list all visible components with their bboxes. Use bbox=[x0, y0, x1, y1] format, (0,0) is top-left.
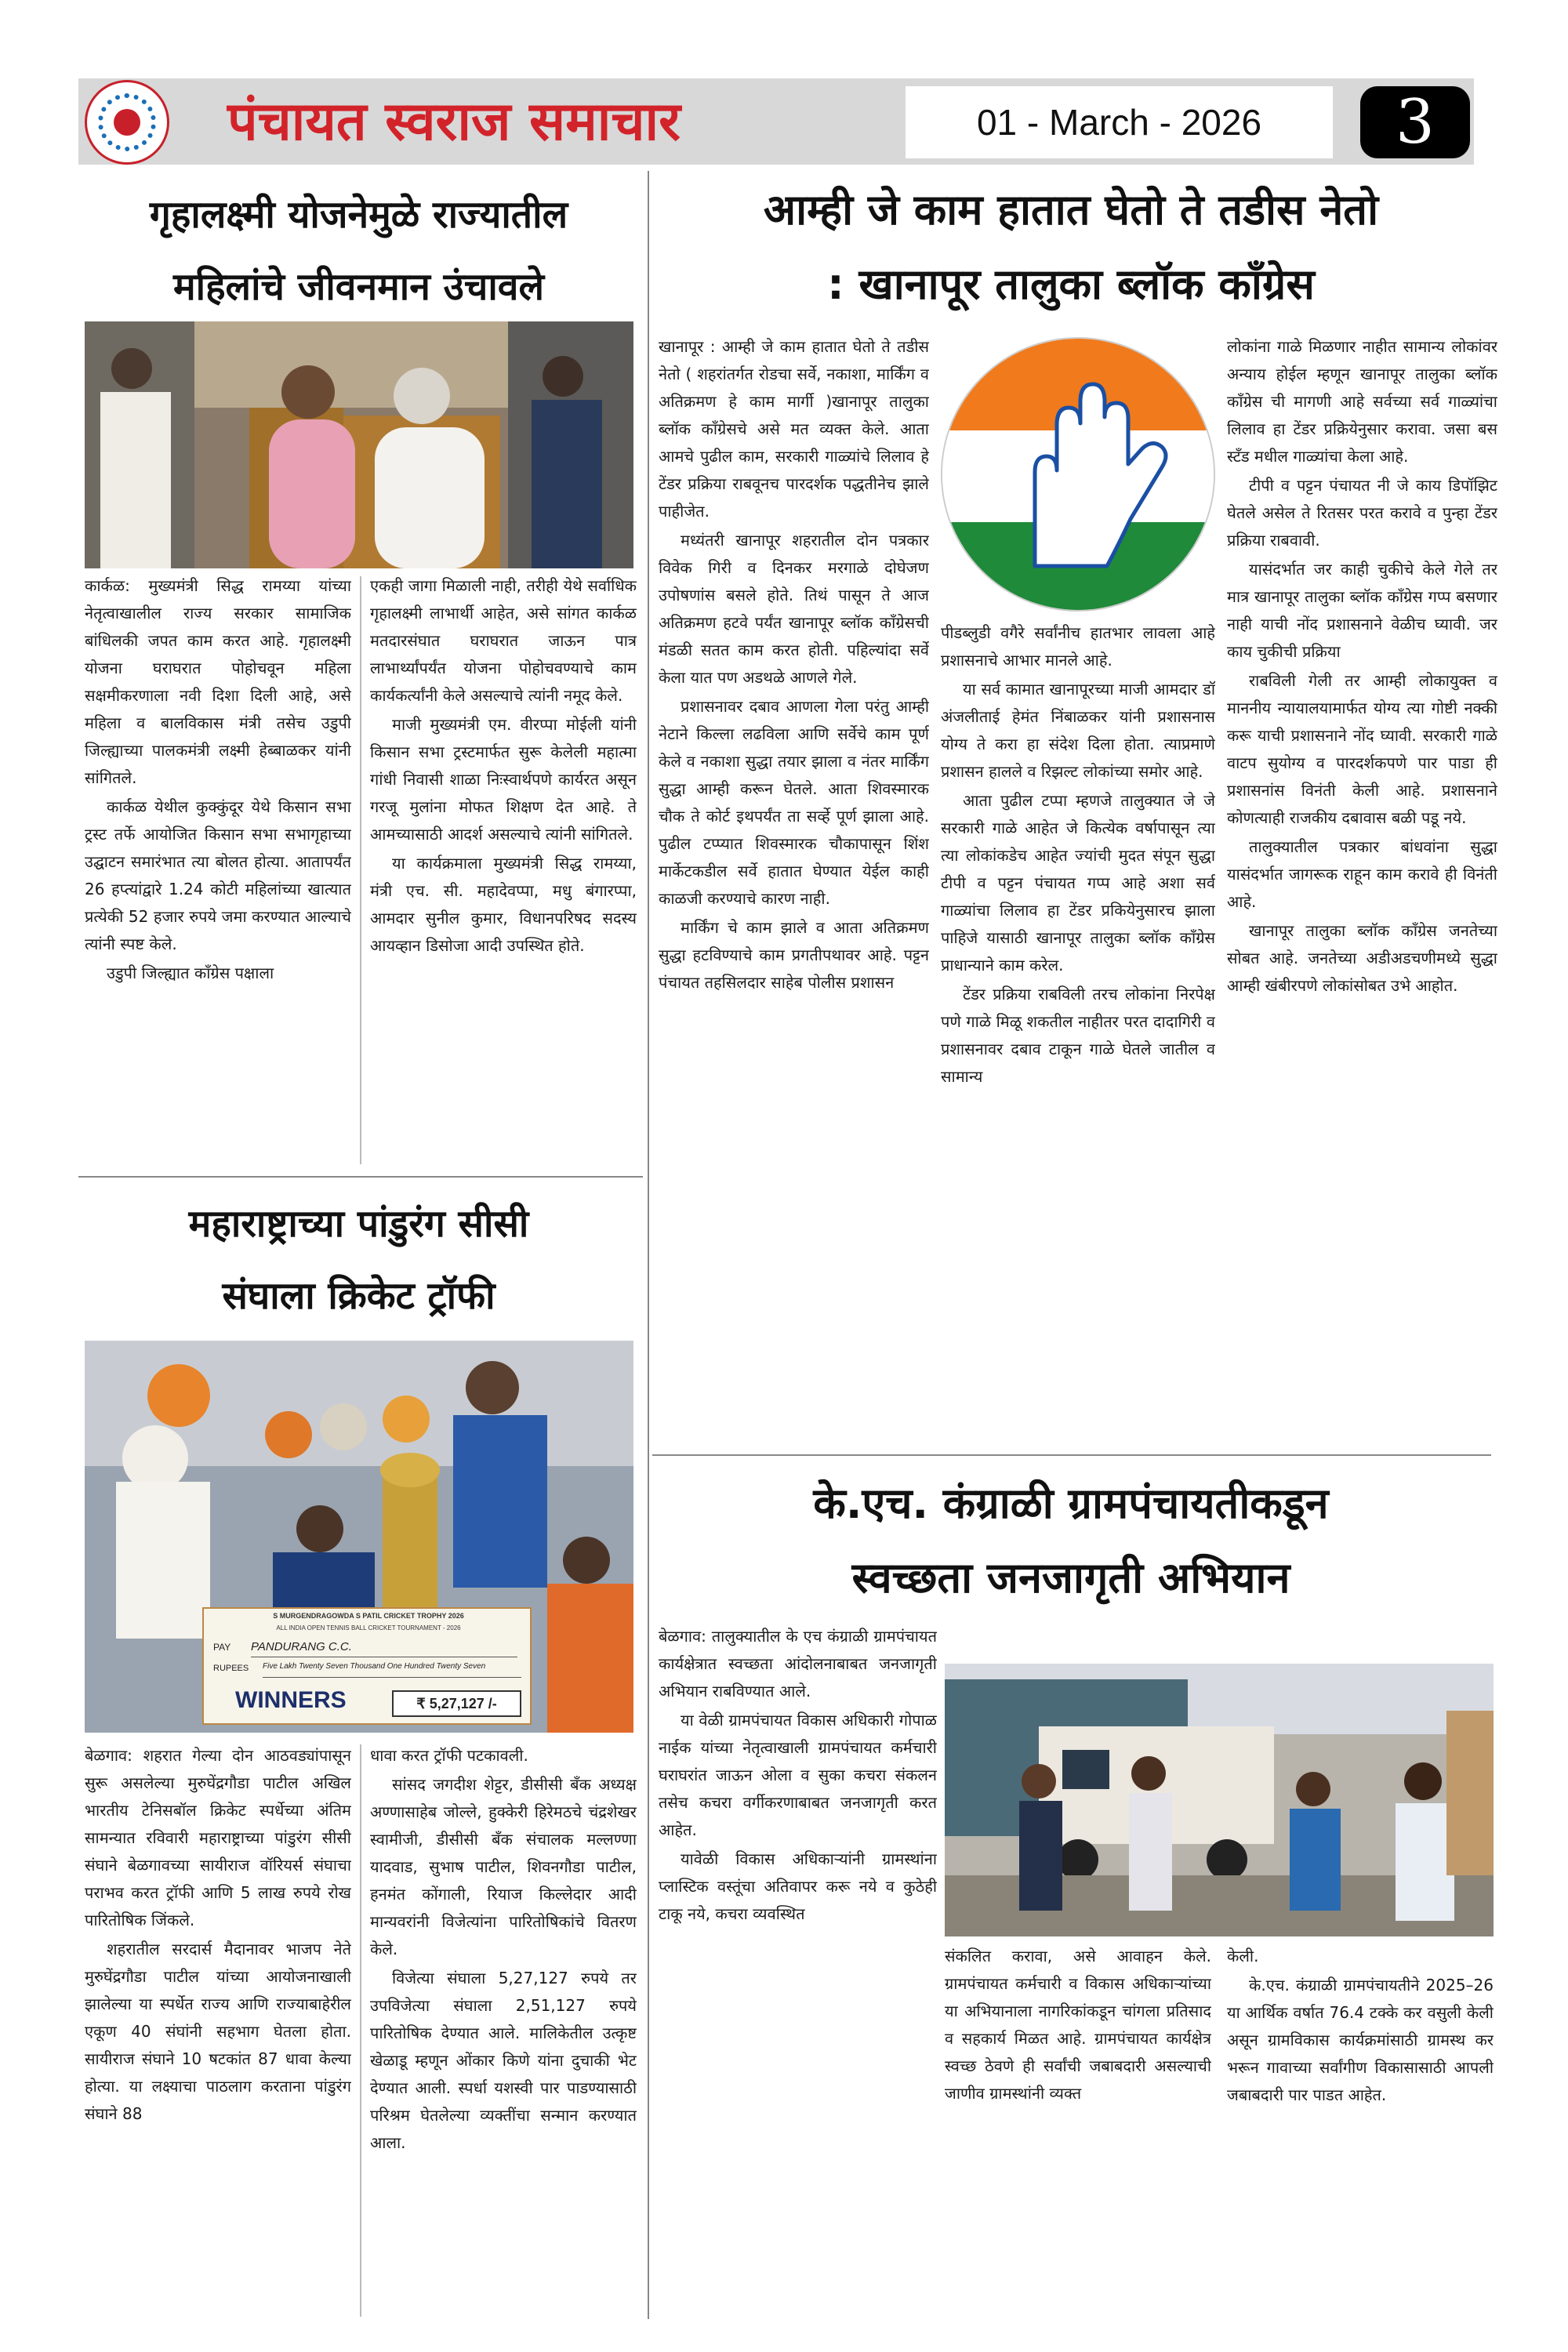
article2-col1-para3: प्रशासनावर दबाव आणला गेला परंतु आम्ही नेटाने किल्ला लढविला आणि सर्वेचे काम पूर्ण केले व नकाशा सुद्धा तयार झाला व नंतर मार्किंग सुद्धा आम्ही करून घेतले. आता शिवस्मारक चौक ते कोर्ट इथपर्यंत ता सर्व्हे पूर्ण झाला आहे. पुढील टप्प्यात शिवस्मारक चौकापासून शिंश मार्केटकडील सर्वे हातात घेण्यात येईल काही काळजी करण्याचे कारण नाही. bbox=[659, 697, 929, 908]
cheque-pay-label: PAY bbox=[213, 1642, 231, 1653]
article2-headline bbox=[655, 172, 1486, 325]
article3-col2-para1: धावा करत ट्रॉफी पटकावली. bbox=[370, 1746, 528, 1765]
article2-column-1 bbox=[659, 333, 929, 1431]
article2-col2-para4: टेंडर प्रक्रिया राबविली तरच लोकांना निरपेक्ष पणे गाळे मिळू शकतील नाहीतर परत दादागिरी व प्रशासनावर दबाव टाकून गाळे घेतले जातील व सामान्य bbox=[941, 985, 1215, 1086]
article2-col3-para1: लोकांना गाळे मिळणार नाहीत सामान्य लोकांवर अन्याय होईल म्हणून खानापूर तालुका ब्लॉक कॉंग्रेस ची मागणी आहे सर्वच्या सर्व गाळ्यांचा लिलाव हा टेंडर प्रक्रियेनुसार करावा. जसा बस स्टँड मधील गाळ्यांचा केला आहे. bbox=[1227, 337, 1497, 466]
article2-col1-para1: खानापूर : आम्ही जे काम हातात घेतो ते तडीस नेतो ( शहरांतर्गत रोडचा सर्वे, नकाशा, मार्किंग व अतिक्रमण हे काम मार्गी )खानापूर तालुका ब्लॉक कॉंग्रेसचे असे मत व्यक्त केले. आता आमचे पुढील काम, सरकारी गाळ्यांचे लिलाव हे टेंडर प्रक्रिया राबवूनच पारदर्शक पद्धतीनेच झाले पाहीजेत. bbox=[659, 337, 929, 521]
article2-col1-para2: मध्यंतरी खानापूर शहरातील दोन पत्रकार विवेक गिरी व दिनकर मरगाळे दोघेजण उपोषणांस बसले होते. तिथं पासून ते आज अतिक्रमण हटवे पर्यंत खानापूर ब्लॉक कॉंग्रेसची मंडळी सतत काम करत होती. पहिल्यांदा सर्वे केला यात पण अडथळे आणले गेले. bbox=[659, 531, 929, 687]
newspaper-title: पंचायत स्वराज समाचार bbox=[227, 90, 681, 153]
article4-column-2 bbox=[945, 1943, 1211, 2323]
article4-headline-line2: स्वच्छता जनजागृती अभियान bbox=[851, 1553, 1290, 1602]
cheque-rupees-label: RUPEES bbox=[213, 1664, 249, 1673]
congress-hand-icon bbox=[942, 339, 1215, 612]
article2-col3-para4: राबविली गेली तर आम्ही लोकायुक्त व माननीय न्यायालयामार्फत योग्य त्या गोष्टी नक्की करू याची प्रशासनाने नोंद घ्यावी. सरकारी गाळे वाटप सुयोग्य व पारदर्शकपणे पार पाडा ही प्रशासनांस विनंती केली आहे. प्रशासनाने कोणत्याही राजकीय दबावास बळी पडू नये. bbox=[1227, 671, 1497, 827]
article1-column-1 bbox=[85, 572, 351, 1168]
article3-photo bbox=[85, 1341, 633, 1733]
article3-column-1 bbox=[85, 1742, 351, 2322]
article1-col1-para2: कार्कळ येथील कुक्कुंदूर येथे किसान सभा ट्रस्ट तर्फे आयोजित किसान सभा सभागृहाच्या उद्घाटन समारंभात त्या बोलत होत्या. आतापर्यंत 26 हप्त्यांद्वारे 1.24 कोटी महिलांच्या खात्यात प्रत्येकी 52 हजार रुपये जमा करण्यात आल्याचे त्यांनी स्पष्ट केले. bbox=[85, 797, 351, 953]
cheque-amount-words: Five Lakh Twenty Seven Thousand One Hundred Twenty Seven bbox=[263, 1662, 521, 1678]
article1-headline bbox=[78, 179, 639, 324]
article4-col2-para1: संकलित करावा, असे आवाहन केले. ग्रामपंचायत कर्मचारी व विकास अधिकाऱ्यांच्या या अभियानाला नागरिकांकडून चांगला प्रतिसाद व सहकार्य मिळत आहे. ग्रामपंचायत कार्यक्षेत्र स्वच्छ ठेवणे ही सर्वांची जबाबदारी असल्याची जाणीव ग्रामस्थांनी व्यक्त bbox=[945, 1947, 1211, 2103]
article2-col3-para2: टीपी व पट्टन पंचायत नी जे काय डिपॉझिट घेतले असेल ते रितसर परत करावे व पुन्हा टेंडर प्रक्रिया राबवावी. bbox=[1227, 476, 1497, 550]
article1-photo bbox=[85, 321, 633, 568]
article2-column-2 bbox=[941, 619, 1215, 1431]
article3-headline-line2: संघाला क्रिकेट ट्रॉफी bbox=[222, 1274, 495, 1318]
article4-photo bbox=[945, 1664, 1494, 1936]
article2-col3-para5: तालुक्यातील पत्रकार बांधवांना सुद्धा यासंदर्भात जागरूक राहून काम करावे ही विनंती आहे. bbox=[1227, 837, 1497, 911]
cheque-winners: WINNERS bbox=[235, 1687, 347, 1713]
article4-headline bbox=[655, 1466, 1486, 1615]
article3-column-2 bbox=[370, 1742, 637, 2322]
article1-headline-line1: गृहालक्ष्मी योजनेमुळे राज्यातील bbox=[149, 193, 568, 237]
article1-column-rule bbox=[360, 576, 361, 1164]
column-divider bbox=[648, 171, 649, 2319]
article4-col1-para3: यावेळी विकास अधिकाऱ्यांनी ग्रामस्थांना प्लास्टिक वस्तूंचा अतिवापर करू नये व कुठेही टाकू नये, कचरा व्यवस्थित bbox=[659, 1849, 937, 1923]
article4-col1-para1: बेळगाव: तालुक्यातील के एच कंग्राळी ग्रामपंचायत कार्यक्षेत्रात स्वच्छता आंदोलनाबाबत जनजागृती अभियान राबविण्यात आले. bbox=[659, 1627, 937, 1700]
article2-col2-para2: या सर्व कामात खानापूरच्या माजी आमदार डॉ अंजलीताई हेमंत निंबाळकर यांनी प्रशासनास योग्य ते करा हा संदेश दिला होता. त्याप्रमाणे प्रशासन हालले व रिझल्ट लोकांच्या समोर आहे. bbox=[941, 680, 1215, 781]
logo-core-icon bbox=[114, 109, 140, 136]
article3-col1-para2: शहरातील सरदार्स मैदानावर भाजप नेते मुरुघेंद्रगौडा पाटील यांच्या आयोजनाखाली झालेल्या या स्पर्धेत राज्य आणि राज्याबाहेरील एकूण 40 संघांनी सहभाग घेतला होता. सायीराज संघाने 10 षटकांत 87 धावा केल्या होत्या. या लक्ष्याचा पाठलाग करताना पांडुरंग संघाने 88 bbox=[85, 1940, 351, 2123]
article1-headline-line2: महिलांचे जीवनमान उंचावले bbox=[172, 265, 545, 309]
congress-party-logo bbox=[941, 337, 1215, 612]
article3-col2-para2: सांसद जगदीश शेट्टर, डीसीसी बँक अध्यक्ष अण्णासाहेब जोल्ले, हुक्केरी हिरेमठचे चंद्रशेखर स्वामीजी, डीसीसी बँक संचालक मल्लण्णा यादवाड, सुभाष पाटील, शिवनगौडा पाटील, हनमंत कोंगाली, रियाज किल्लेदार आदी मान्यवरांनी विजेत्यांना पारितोषिकांचे वितरण केले. bbox=[370, 1775, 637, 1958]
article4-col3-para2: के.एच. कंग्राळी ग्रामपंचायतीने 2025–26 या आर्थिक वर्षात 76.4 टक्के कर वसुली केली असून ग्रामविकास कार्यक्रमांसाठी ग्रामस्थ कर भरून गावाच्या सर्वांगीण विकासासाठी आपली जबाबदारी पार पाडत आहेत. bbox=[1227, 1976, 1494, 2104]
page-number: 3 bbox=[1360, 86, 1470, 158]
article3-col1-para1: बेळगाव: शहरात गेल्या दोन आठवड्यांपासून सुरू असलेल्या मुरुघेंद्रगौडा पाटील अखिल भारतीय टेनिसबॉल क्रिकेट स्पर्धेच्या अंतिम सामन्यात रविवारी महाराष्ट्राच्या पांडुरंग सीसी संघाने बेळगावच्या सायीराज वॉरियर्स संघाचा पराभव करत ट्रॉफी आणि 5 लाख रुपये रोख पारितोषिक जिंकले. bbox=[85, 1746, 351, 1929]
article2-col3-para6: खानापूर तालुका ब्लॉक कॉंग्रेस जनतेच्या सोबत आहे. जनतेच्या अडीअडचणीमध्ये सुद्धा आम्ही खंबीरपणे लोकांसोबत उभे आहोत. bbox=[1227, 921, 1497, 995]
article2-col2-para3: आता पुढील टप्पा म्हणजे तालुक्यात जे जे सरकारी गाळे आहेत जे कित्येक वर्षापासून त्या त्या लोकांकडेच आहेत ज्यांची मुदत संपून सुद्धा टीपी व पट्टन पंचायत गप्प आहे अशा सर्व गाळ्यांचा लिलाव हा टेंडर प्रकियेनुसारच झाला पाहिजे यासाठी खानापूर तालुका ब्लॉक कॉंग्रेस प्राधान्याने काम करेल. bbox=[941, 791, 1215, 975]
cheque-pay-to: PANDURANG C.C. bbox=[251, 1640, 517, 1657]
article4-col3-para1: केली. bbox=[1227, 1947, 1259, 1965]
article1-col1-para3: उडुपी जिल्ह्यात काँग्रेस पक्षाला bbox=[107, 964, 274, 982]
article1-col2-para3: या कार्यक्रमाला मुख्यमंत्री सिद्ध रामय्या, मंत्री एच. सी. महादेवप्पा, मधु बंगारप्पा, आमदार सुनील कुमार, विधानपरिषद सदस्य आयव्हान डिसोजा आदी उपस्थित होते. bbox=[370, 854, 637, 955]
article2-headline-line2: : खानापूर तालुका ब्लॉक कॉंग्रेस bbox=[827, 260, 1315, 309]
article1-column-2 bbox=[370, 572, 637, 1168]
article4-column-3 bbox=[1227, 1943, 1494, 2323]
article1-photo-svg bbox=[85, 321, 633, 568]
article1-col2-para1: एकही जागा मिळाली नाही, तरीही येथे सर्वाधिक गृहालक्ष्मी लाभार्थी आहेत, असे सांगत कार्कळ मतदारसंघात घराघरात जाऊन पात्र लाभार्थ्यांपर्यंत योजना पोहोचवण्याचे काम कार्यकर्त्यांनी केले असल्याचे त्यांनी नमूद केले. bbox=[370, 576, 637, 705]
article2-column-3 bbox=[1227, 333, 1497, 1431]
article2-col1-para4: मार्किंग चे काम झाले व आता अतिक्रमण सुद्धा हटविण्याचे काम प्रगतीपथावर आहे. पट्टन पंचायत तहसिलदार साहेब पोलीस प्रशासन bbox=[659, 918, 929, 992]
article1-col2-para2: माजी मुख्यमंत्री एम. वीरप्पा मोईली यांनी किसान सभा ट्रस्टमार्फत सुरू केलेली महात्मा गांधी निवासी शाळा निःस्वार्थपणे कार्यरत असून गरजू मुलांना मोफत शिक्षण देत आहे. ते आमच्यासाठी आदर्श असल्याचे त्यांनी सांगितले. bbox=[370, 715, 637, 844]
cheque-amount: ₹ 5,27,127 /- bbox=[392, 1690, 521, 1717]
article2-bottom-rule bbox=[652, 1454, 1491, 1456]
article4-column-1 bbox=[659, 1623, 937, 2321]
article1-bottom-rule bbox=[78, 1176, 643, 1178]
cheque-banner-line2: ALL INDIA OPEN TENNIS BALL CRICKET TOURNAMENT - 2026 bbox=[276, 1624, 461, 1632]
cheque-banner-line1: S MURGENDRAGOWDA S PATIL CRICKET TROPHY 2026 bbox=[273, 1612, 464, 1620]
article2-headline-line1: आम्ही जे काम हातात घेतो ते तडीस नेतो bbox=[763, 185, 1379, 234]
prize-cheque bbox=[202, 1607, 532, 1725]
article4-photo-svg bbox=[945, 1664, 1494, 1936]
article3-col2-para3: विजेत्या संघाला 5,27,127 रुपये तर उपविजेत्या संघाला 2,51,127 रुपये पारितोषिक देण्यात आले. मालिकेतील उत्कृष्ट खेळाडू म्हणून ओंकार किणे यांना दुचाकी भेट देण्यात आली. स्पर्धा यशस्वी पार पाडण्यासाठी परिश्रम घेतलेल्या व्यक्तींचा सन्मान करण्यात आला. bbox=[370, 1969, 637, 2152]
newspaper-logo bbox=[85, 80, 169, 165]
article2-col3-para3: यासंदर्भात जर काही चुकीचे केले गेले तर मात्र खानापूर तालुका ब्लॉक कॉंग्रेस गप्प बसणार नाही याची नोंद प्रशासनाने वेळीच घ्यावी. जर काय चुकीची प्रक्रिया bbox=[1227, 560, 1497, 661]
article3-headline bbox=[78, 1188, 639, 1333]
issue-date: 01 - March - 2026 bbox=[906, 86, 1333, 158]
article3-column-rule bbox=[360, 1744, 361, 2317]
article2-col2-para1: पीडब्लुडी वगैरे सर्वांनीच हातभार लावला आहे प्रशासनाचे आभार मानले आहे. bbox=[941, 623, 1215, 670]
article4-headline-line1: के.एच. कंग्राळी ग्रामपंचायतीकडून bbox=[813, 1479, 1329, 1528]
article4-col1-para2: या वेळी ग्रामपंचायत विकास अधिकारी गोपाळ नाईक यांच्या नेतृत्वाखाली ग्रामपंचायत कर्मचारी घराघरांत जाऊन ओला व सुका कचरा संकलन तसेच कचरा वर्गीकरणाबाबत जनजागृती करत आहेत. bbox=[659, 1711, 937, 1839]
article1-col1-para1: कार्कळ: मुख्यमंत्री सिद्ध रामय्या यांच्या नेतृत्वाखालील राज्य सरकार सामाजिक बांधिलकी जपत काम करत आहे. गृहालक्ष्मी योजना घराघरात पोहोचवून महिला सक्षमीकरणाला नवी दिशा दिली आहे, असे महिला व बालविकास मंत्री तसेच उडुपी जिल्ह्याच्या पालकमंत्री लक्ष्मी हेब्बाळकर यांनी सांगितले. bbox=[85, 576, 351, 787]
article3-headline-line1: महाराष्ट्राच्या पांडुरंग सीसी bbox=[188, 1202, 529, 1246]
